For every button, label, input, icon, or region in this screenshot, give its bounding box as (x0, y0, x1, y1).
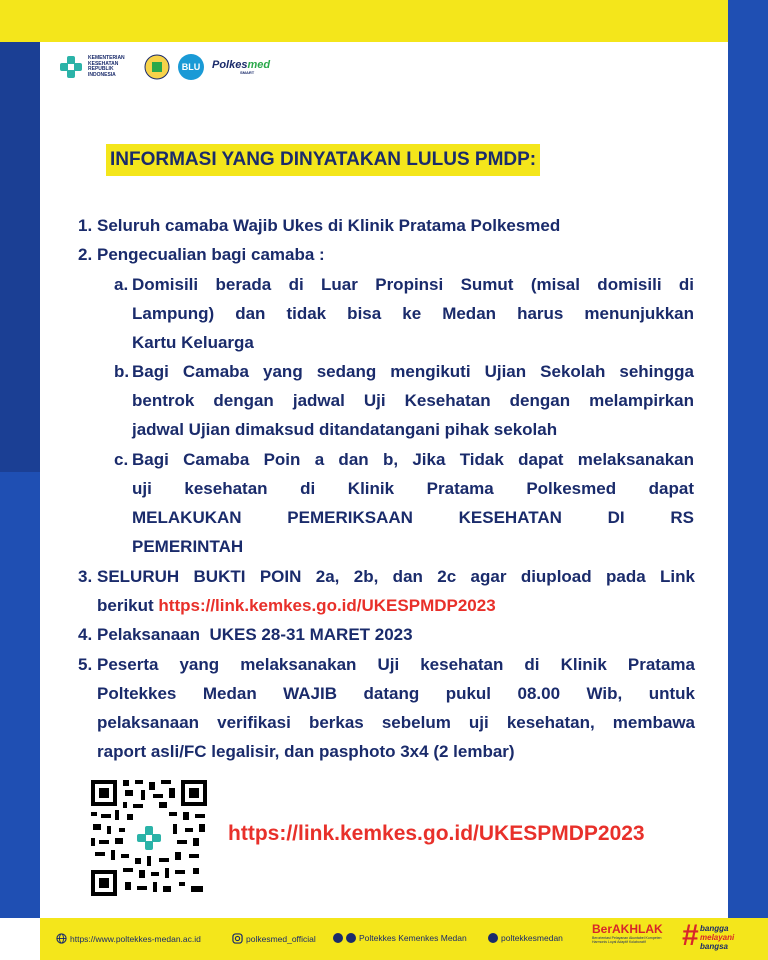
kemenkes-logo (58, 54, 136, 80)
polkesmed-logo (212, 59, 270, 75)
list-line-tail (97, 591, 695, 620)
youtube-icon (346, 933, 356, 943)
polkesmed-logo-a: Polkes (212, 59, 248, 71)
list-line: Bagi Camaba yang sedang mengikuti Ujian Sekolah sehingga (132, 362, 694, 381)
footer-website[interactable] (56, 933, 201, 944)
berakhlak-title: BerAKHLAK (592, 922, 663, 936)
list-text: Seluruh camaba Wajib Ukes di Klinik Pratama Polkesmed (97, 216, 561, 235)
right-blue-bar (728, 0, 768, 960)
list-number: 4. (78, 625, 93, 644)
footer-facebook-text: Poltekkes Kemenkes Medan (359, 933, 467, 943)
bangga-words (700, 924, 734, 951)
left-blue-bar-top (0, 42, 40, 472)
bangga-melayani-bangsa-logo (682, 919, 735, 958)
bangga-word-1: bangga (700, 924, 729, 933)
polkesmed-emblem-icon (144, 54, 170, 80)
blu-logo: BLU (178, 54, 204, 80)
twitter-icon (488, 933, 498, 943)
list-text (97, 562, 695, 620)
top-yellow-bar (0, 0, 728, 42)
list-text (132, 357, 694, 444)
list-number: 1. (78, 216, 93, 235)
list-line: MELAKUKAN PEMERIKSAAN KESEHATAN DI RS (132, 508, 694, 527)
list-letter: b. (114, 362, 130, 381)
list-number: 5. (78, 655, 93, 674)
list-line: SELURUH BUKTI POIN 2a, 2b, dan 2c agar diupload pada Link (97, 567, 695, 586)
list-line: PEMERINTAH (132, 537, 244, 556)
footer-twitter-text: poltekkesmedan (501, 933, 563, 943)
qr-link-text[interactable]: https://link.kemkes.go.id/UKESPMDP2023 (228, 822, 645, 845)
kemenkes-cross-icon (58, 54, 84, 80)
list-line: Kartu Keluarga (132, 333, 254, 352)
list-line: jadwal Ujian dimaksud ditandatangani pihak sekolah (132, 420, 558, 439)
polkesmed-logo-b: med (247, 59, 271, 71)
list-line-prefix: berikut (97, 596, 159, 615)
list-line: uji kesehatan di Klinik Pratama Polkesmed dapat (132, 479, 694, 498)
facebook-icon (333, 933, 343, 943)
list-line: Poltekkes Medan WAJIB datang pukul 08.00 Wib, untuk (97, 684, 695, 703)
list-text (132, 270, 694, 357)
list-text (97, 650, 695, 766)
list-letter: a. (114, 275, 129, 294)
list-number: 2. (78, 245, 93, 264)
footer-twitter[interactable] (488, 933, 563, 943)
page-title: INFORMASI YANG DINYATAKAN LULUS PMDP: (106, 144, 540, 176)
footer-instagram[interactable] (232, 933, 316, 944)
berakhlak-subtitle: Berorientasi Pelayanan Akuntabel Kompeten Harmonis Loyal Adaptif Kolaboratif (592, 936, 662, 944)
footer-facebook-youtube[interactable] (333, 933, 467, 943)
list-line: pelaksanaan verifikasi berkas sebelum uji kesehatan, membawa (97, 713, 695, 732)
list-text: Pelaksanaan UKES 28-31 MARET 2023 (97, 625, 413, 644)
hashtag-icon: # (682, 919, 699, 952)
list-number: 3. (78, 567, 93, 586)
berakhlak-logo (592, 922, 676, 956)
list-line: Lampung) dan tidak bisa ke Medan harus menunjukkan (132, 304, 694, 323)
logo-row (58, 50, 270, 84)
globe-icon (56, 933, 67, 944)
list-line: Domisili berada di Luar Propinsi Sumut (misal domisili di (132, 275, 694, 294)
list-text: Pengecualian bagi camaba : (97, 245, 325, 264)
footer-instagram-text: polkesmed_official (246, 933, 316, 944)
qr-code-icon[interactable] (89, 778, 209, 898)
list-line: bentrok dengan jadwal Uji Kesehatan dengan melampirkan (132, 391, 694, 410)
polkesmed-tagline: SMART (240, 70, 255, 75)
instagram-icon (232, 933, 243, 944)
bangga-word-2: melayani (700, 933, 735, 942)
list-line: raport asli/FC legalisir, dan pasphoto 3x4 (2 lembar) (97, 742, 515, 761)
left-blue-bar-bottom (0, 472, 40, 918)
list-text (132, 445, 694, 561)
list-letter: c. (114, 450, 129, 469)
bangga-word-3: bangsa (700, 942, 729, 951)
upload-link[interactable]: https://link.kemkes.go.id/UKESPMDP2023 (158, 596, 496, 615)
footer-website-text: https://www.poltekkes-medan.ac.id (70, 933, 201, 944)
list-line: Bagi Camaba Poin a dan b, Jika Tidak dapat melaksanakan (132, 450, 694, 469)
list-line: Peserta yang melaksanakan Uji kesehatan di Klinik Pratama (97, 655, 695, 674)
kemenkes-text: KEMENTERIAN KESEHATAN REPUBLIK INDONESIA (88, 55, 125, 78)
